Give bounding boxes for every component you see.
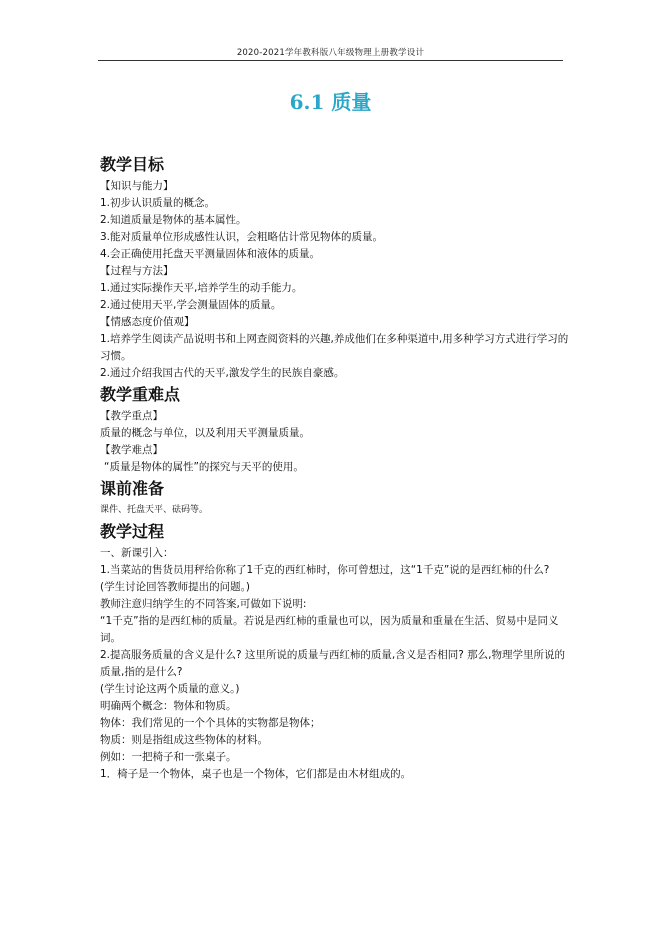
label-difficulty: 【教学难点】 <box>100 444 163 456</box>
process-line: 教师注意归纳学生的不同答案,可做如下说明: <box>100 598 307 610</box>
process-line: 物质：则是指组成这些物体的材料。 <box>100 734 268 746</box>
process-line: (学生讨论回答教师提出的问题。) <box>100 581 250 593</box>
goal-item: 3.能对质量单位形成感性认识，会粗略估计常见物体的质量。 <box>100 231 384 243</box>
label-focus: 【教学重点】 <box>100 410 163 422</box>
process-line: 例如：一把椅子和一张桌子。 <box>100 751 237 763</box>
section-heading-key-points: 教学重难点 <box>100 385 181 404</box>
label-process-method: 【过程与方法】 <box>100 265 174 277</box>
process-line: 1．椅子是一个物体，桌子也是一个物体，它们都是由木材组成的。 <box>100 768 412 780</box>
goal-item: 4.会正确使用托盘天平测量固体和液体的质量。 <box>100 248 321 260</box>
process-line: 物体：我们常见的一个个具体的实物都是物体； <box>100 717 321 729</box>
process-line: (学生讨论这两个质量的意义。) <box>100 683 240 695</box>
page-header: 2020-2021学年教科版八年级物理上册教学设计 <box>236 48 425 58</box>
process-line: “1千克”指的是西红柿的质量。若说是西红柿的重量也可以，因为质量和重量在生活、贸易中是同义词。 <box>100 615 559 644</box>
label-knowledge: 【知识与能力】 <box>100 180 174 192</box>
goal-item: 1.培养学生阅读产品说明书和上网查阅资料的兴趣,养成他们在多种渠道中,用多种学习方式进行学习的习惯。 <box>100 333 569 362</box>
focus-text: 质量的概念与单位，以及利用天平测量质量。 <box>100 427 310 439</box>
goal-item: 1.通过实际操作天平,培养学生的动手能力。 <box>100 282 303 294</box>
section-heading-goals: 教学目标 <box>100 155 165 174</box>
process-line: 一、新课引入： <box>100 547 174 559</box>
goal-item: 1.初步认识质量的概念。 <box>100 197 216 209</box>
document-body <box>100 152 570 783</box>
difficulty-text: “质量是物体的属性”的探究与天平的使用。 <box>104 461 304 473</box>
process-line: 2.提高服务质量的含义是什么? 这里所说的质量与西红柿的质量,含义是否相同? 那么,物理学里所说的质量,指的是什么? <box>100 649 566 678</box>
section-heading-process: 教学过程 <box>100 522 165 541</box>
goal-item: 2.知道质量是物体的基本属性。 <box>100 214 247 226</box>
goal-item: 2.通过使用天平,学会测量固体的质量。 <box>100 299 282 311</box>
process-line: 1.当菜站的售货员用秤给你称了1千克的西红柿时，你可曾想过，这“1千克”说的是西红柿的什么? <box>100 564 550 576</box>
goal-item: 2.通过介绍我国古代的天平,激发学生的民族自豪感。 <box>100 367 345 379</box>
label-emotion: 【情感态度价值观】 <box>100 316 195 328</box>
document-title: 6.1 质量 <box>289 90 372 114</box>
process-line: 明确两个概念：物体和物质。 <box>100 700 237 712</box>
section-heading-prep: 课前准备 <box>100 479 165 498</box>
prep-text: 课件、托盘天平、砝码等。 <box>100 505 209 515</box>
header-divider <box>98 60 563 61</box>
